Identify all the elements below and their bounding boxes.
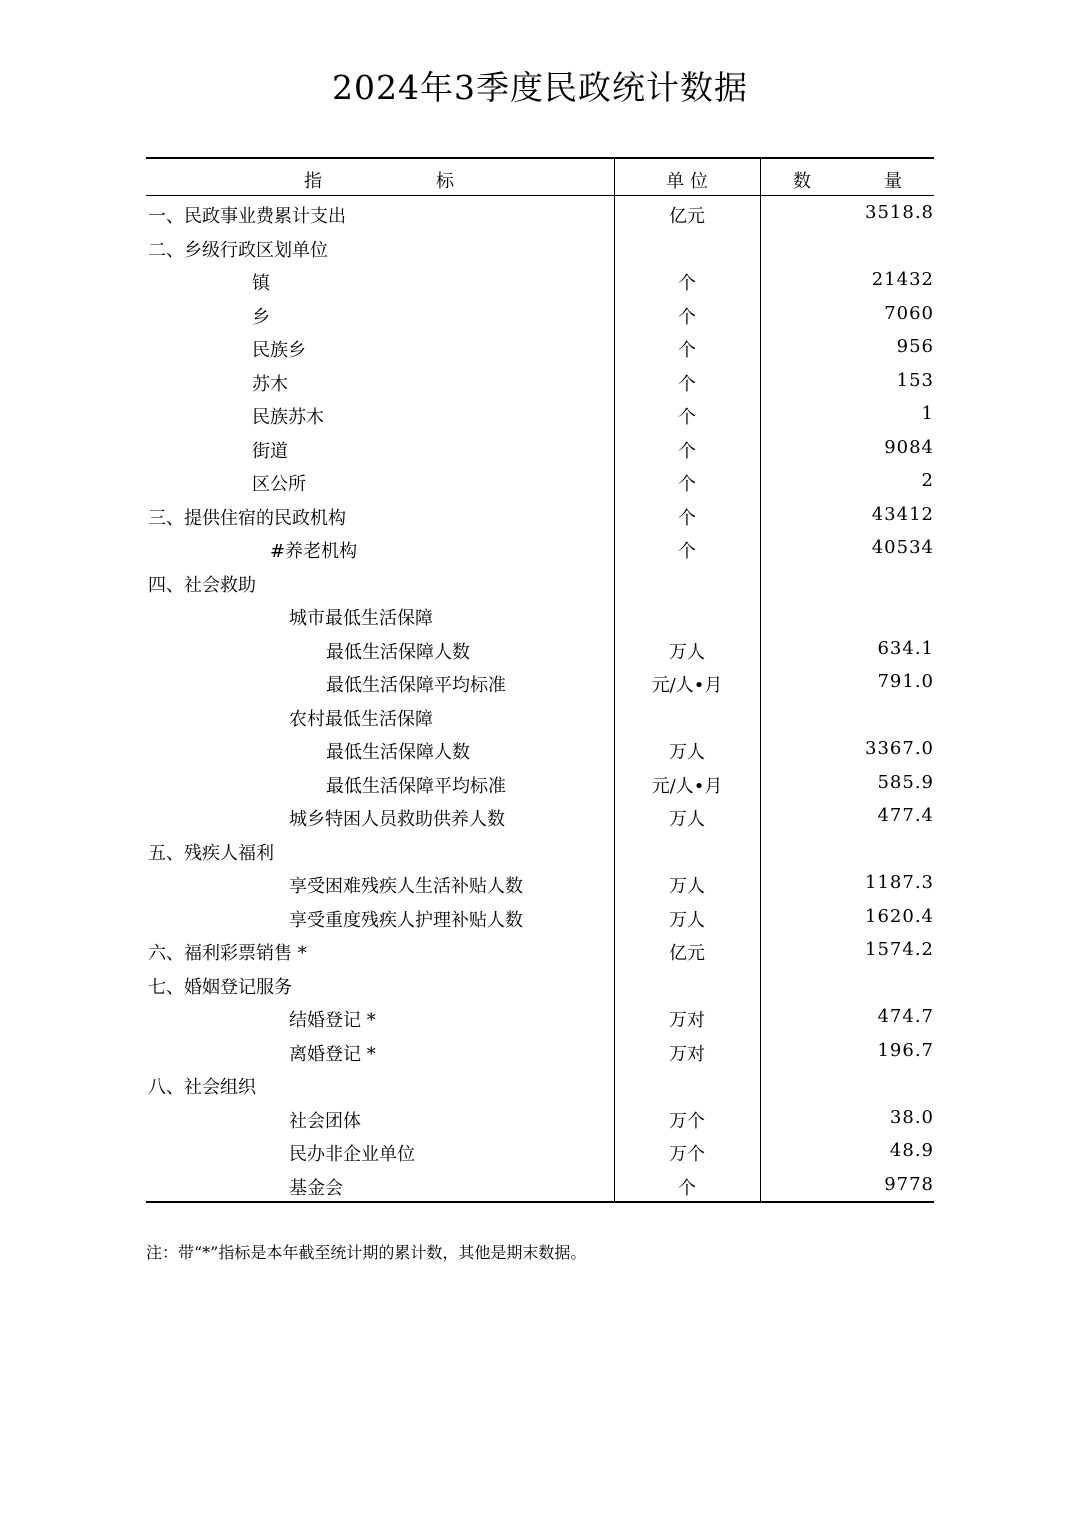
row-value: 21432	[871, 269, 934, 290]
row-value: 48.9	[889, 1140, 934, 1161]
row-indicator: 乡	[252, 306, 270, 328]
table-row	[146, 632, 934, 666]
table-row	[146, 1168, 934, 1202]
table-row	[146, 833, 934, 867]
column-divider	[614, 159, 615, 195]
row-unit: 亿元	[669, 943, 705, 964]
table-row	[146, 799, 934, 833]
row-unit: 亿元	[669, 206, 705, 227]
row-indicator: 结婚登记 *	[289, 1010, 376, 1031]
table-row	[146, 498, 934, 532]
table-row	[146, 297, 934, 331]
table-bottom-rule	[146, 1201, 934, 1203]
row-value: 956	[896, 336, 934, 357]
table-row	[146, 967, 934, 1001]
row-indicator: 城乡特困人员救助供养人数	[289, 809, 505, 830]
row-indicator: 区公所	[252, 474, 306, 495]
header-value-a: 数	[793, 171, 811, 192]
row-unit: 个	[678, 273, 696, 294]
row-indicator: 最低生活保障平均标准	[326, 775, 506, 797]
table-row	[146, 330, 934, 364]
statistics-table	[146, 157, 934, 1203]
row-indicator: 民办非企业单位	[289, 1144, 415, 1165]
row-value: 7060	[884, 302, 934, 324]
row-indicator: 享受困难残疾人生活补贴人数	[289, 876, 523, 897]
row-value: 791.0	[877, 671, 934, 692]
table-row	[146, 1067, 934, 1101]
table-row	[146, 598, 934, 632]
row-unit: 万人	[669, 641, 705, 663]
table-row	[146, 1034, 934, 1068]
row-indicator: 农村最低生活保障	[289, 708, 433, 730]
table-row	[146, 565, 934, 599]
row-indicator: 街道	[252, 440, 288, 462]
page-title: 2024年3季度民政统计数据	[332, 68, 748, 107]
footnote: 注：带“*”指标是本年截至统计期的累计数，其他是期末数据。	[146, 1243, 587, 1262]
table-row	[146, 866, 934, 900]
row-unit: 个	[678, 373, 696, 395]
row-value: 40534	[871, 537, 934, 558]
row-value: 38.0	[889, 1106, 934, 1128]
table-row	[146, 397, 934, 431]
table-row	[146, 1101, 934, 1135]
row-unit: 万人	[669, 809, 705, 830]
row-indicator: 苏木	[252, 373, 288, 395]
row-unit: 元/人•月	[651, 775, 723, 797]
row-indicator: 最低生活保障平均标准	[326, 675, 506, 696]
table-row	[146, 531, 934, 565]
row-unit: 万人	[669, 742, 705, 763]
row-unit: 个	[678, 407, 696, 428]
row-unit: 个	[678, 541, 696, 562]
header-indicator-b: 标	[436, 171, 454, 192]
row-indicator: 五、残疾人福利	[148, 842, 274, 864]
row-value: 1574.2	[865, 939, 934, 960]
row-unit: 个	[678, 1177, 696, 1199]
row-indicator: 民族苏木	[252, 407, 324, 428]
row-unit: 个	[678, 474, 696, 495]
table-row	[146, 732, 934, 766]
row-value: 9778	[884, 1173, 934, 1195]
table-body	[146, 196, 934, 1201]
row-indicator: 四、社会救助	[148, 574, 256, 596]
table-row	[146, 464, 934, 498]
row-indicator: 离婚登记 *	[289, 1043, 376, 1065]
table-row	[146, 431, 934, 465]
row-value: 474.7	[877, 1006, 934, 1027]
row-value: 153	[896, 369, 934, 391]
table-row	[146, 196, 934, 230]
header-unit: 单 位	[666, 171, 708, 192]
row-unit: 个	[678, 507, 696, 529]
table-row	[146, 230, 934, 264]
row-unit: 万个	[669, 1144, 705, 1165]
table-row	[146, 699, 934, 733]
row-unit: 万人	[669, 909, 705, 931]
row-unit: 万个	[669, 1110, 705, 1132]
table-row	[146, 900, 934, 934]
column-divider	[760, 159, 761, 195]
row-indicator: 社会团体	[289, 1110, 361, 1132]
row-unit: 个	[678, 306, 696, 328]
row-indicator: 镇	[252, 273, 270, 294]
row-value: 477.4	[877, 805, 934, 826]
header-indicator-a: 指	[304, 171, 322, 192]
row-value: 43412	[871, 503, 934, 525]
row-value: 3367.0	[865, 738, 934, 759]
row-unit: 万人	[669, 876, 705, 897]
row-unit: 元/人•月	[651, 675, 723, 696]
header-value-b: 量	[884, 171, 902, 192]
row-value: 2	[921, 470, 934, 491]
row-value: 1	[921, 403, 934, 424]
row-indicator: #养老机构	[270, 541, 358, 562]
row-value: 9084	[884, 436, 934, 458]
row-indicator: 二、乡级行政区划单位	[148, 239, 328, 261]
row-indicator: 最低生活保障人数	[326, 641, 470, 663]
row-indicator: 一、民政事业费累计支出	[148, 206, 346, 227]
row-value: 1187.3	[865, 872, 934, 893]
row-value: 634.1	[877, 637, 934, 659]
table-row	[146, 1000, 934, 1034]
table-row	[146, 766, 934, 800]
row-indicator: 六、福利彩票销售 *	[148, 943, 307, 964]
table-row	[146, 1134, 934, 1168]
row-indicator: 七、婚姻登记服务	[148, 976, 292, 998]
row-indicator: 基金会	[289, 1177, 343, 1199]
row-indicator: 三、提供住宿的民政机构	[148, 507, 346, 529]
row-unit: 万对	[669, 1043, 705, 1065]
row-unit: 个	[678, 340, 696, 361]
row-indicator: 享受重度残疾人护理补贴人数	[289, 909, 523, 931]
row-indicator: 民族乡	[252, 340, 306, 361]
row-indicator: 最低生活保障人数	[326, 742, 470, 763]
table-row	[146, 364, 934, 398]
table-row	[146, 933, 934, 967]
table-row	[146, 263, 934, 297]
row-unit: 个	[678, 440, 696, 462]
table-header	[146, 159, 934, 196]
row-value: 3518.8	[865, 202, 934, 223]
row-value: 196.7	[877, 1039, 934, 1061]
row-value: 1620.4	[865, 905, 934, 927]
row-indicator: 城市最低生活保障	[289, 608, 433, 629]
row-value: 585.9	[877, 771, 934, 793]
row-unit: 万对	[669, 1010, 705, 1031]
table-row	[146, 665, 934, 699]
row-indicator: 八、社会组织	[148, 1077, 256, 1098]
